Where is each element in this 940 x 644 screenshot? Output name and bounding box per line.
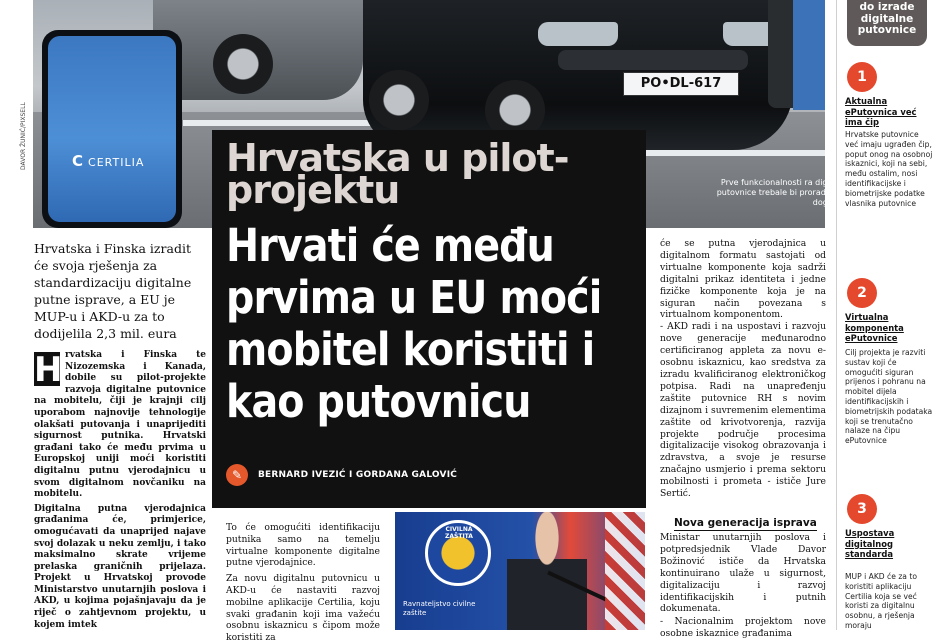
speaker-person — [507, 512, 587, 630]
dropcap: H — [34, 350, 63, 390]
lead-paragraph: rvatska i Finska te Nizozemska i Kanada, dobile su pilot-projekte razvoja digitalne putovnice na mobitelu, čiji je krajnji cilj uporabom najnovije tehnologije olakšati putovanja i unaprijediti sigurnost putnika. Hrvatski građani tako će među prvima u Europskoj uniji moći koristiti digitalnu putnu vjerodajnicu u svom digitalnom novčaniku na mobitelu. — [34, 350, 206, 500]
photo-caption: Prve funkcionalnosti ra digitalne putovnice trebale bi proraditi već dogodine — [716, 178, 850, 207]
step-text: Cilj projekta je razviti sustav koji će omogućiti siguran prijenos i pohranu na mobitel dijela identifikacijskih i biometrijskih podataka koji se trenutačno nalaze na čipu ePutovnice — [845, 348, 933, 446]
license-plate: PO•DL-617 — [623, 72, 739, 96]
sidebar — [836, 0, 940, 630]
phone-image — [42, 30, 182, 228]
subheading: Nova generacija isprava — [674, 517, 817, 529]
step-number: 2 — [847, 278, 877, 308]
headline-box — [212, 130, 646, 508]
body-paragraph: To će omogućiti identifikaciju putnika samo na temelju virtualne komponente digitalne putne vjerodajnice. — [226, 522, 380, 569]
step-title: Aktualna ePutovnica već ima čip — [845, 96, 917, 127]
phone-screen — [48, 36, 176, 222]
step-number: 1 — [847, 62, 877, 92]
photo-credit: DAVOR ŽUNIĆ/PIXSELL — [20, 102, 27, 170]
car-grille — [558, 50, 748, 70]
road-marking — [643, 150, 825, 156]
body-paragraph: će se putna vjerodajnica u digitalnom formatu sastojati od virtualne komponente koja sadrži digitalni prikaz identiteta i jedne fizičke komponente koja je na siguran način povezana s virtualnom komponentom. — [660, 238, 826, 321]
byline-row — [226, 464, 457, 486]
car-headlight — [538, 22, 618, 46]
sidebar-header: do izrade digitalne putovnice — [847, 0, 927, 46]
headline: Hrvati će među prvima u EU moći mobitel koristiti i kao putovnicu — [226, 219, 602, 428]
lead-paragraph: Digitalna putna vjerodajnica građanima će, primjerice, omogućavati da unaprijed najave svoj dolazak u neku zemlju, i tako maksimalno skrate vrijeme prelaska graničnih prijelaza. Projekt u Hrvatskoj provode Ministarstvo unutarnjih poslova i AKD, u kojima pojašnjavaju da je riječ o zahtjevnom projektu, u kojem imtek — [34, 503, 206, 630]
car-wheel — [369, 70, 429, 130]
car-wheel — [213, 34, 273, 94]
inset-photo — [395, 512, 645, 630]
step-number: 3 — [847, 494, 877, 524]
step-title: Uspostava digitalnog standarda — [845, 528, 895, 559]
kicker: Hrvatska u pilot-projektu — [226, 136, 569, 212]
body-column-b — [660, 238, 826, 500]
body-column-a — [226, 522, 380, 644]
step-text: MUP i AKD će za to koristiti aplikaciju Certilia koja se već koristi za digitalnu osobnu, a rješenja moraju — [845, 572, 917, 630]
body-column-c — [660, 532, 826, 640]
croatian-flag — [605, 512, 645, 630]
certilia-logo-text: CERTILIA — [88, 156, 145, 169]
backdrop-text: Ravnateljstvo civilne zaštite — [403, 600, 476, 617]
certilia-logo-mark: C — [72, 152, 85, 170]
body-paragraph: - AKD radi i na uspostavi i razvoju nove generacije međunarodno certificiranog appleta za novu e-osobnu iskaznicu, kao sredstva za izradu kvalificiranog elektroničkog potpisa. Radi na unapređenju zaštite putovnice RH s novim dizajnom i suvremenim elementima zaštite od krivotvorenja, razvija projekte područje procesima digitalizacije visokog obrazovanja i zdravstva, a svoje je resurse značajno usmjerio i prema sektoru mobilnosti i prometa - ističe Jure Sertić. — [660, 321, 826, 500]
body-paragraph: Za novu digitalnu putovnicu u AKD-u će nastaviti razvoj mobilne aplikacije Certilia, koju svaki građanin koji ima važeću osobnu iskaznicu s čipom može koristiti za — [226, 573, 380, 644]
emblem-text: CIVILNA ZAŠTITA — [445, 526, 473, 540]
blue-banner — [793, 0, 825, 110]
byline: BERNARD IVEZIĆ I GORDANA GALOVIĆ — [258, 470, 458, 480]
lead-text — [34, 350, 206, 631]
step-text: Hrvatske putovnice već imaju ugrađen čip, poput onog na osobnoj iskaznici, koji na sebi, među ostalim, nosi identifikacijske i biometrijske podatke vlasnika putovnice — [845, 130, 933, 208]
pen-icon: ✎ — [226, 464, 248, 486]
body-paragraph: - Nacionalnim projektom nove osobne iskaznice građanima — [660, 616, 826, 640]
body-paragraph: Ministar unutarnjih poslova i potpredsjednik Vlade Davor Božinović ističe da Hrvatska kontinuirano ulaže u sigurnost, digitalizaciju i razvoj identifikacijskih i putnih dokumenata. — [660, 532, 826, 615]
standfirst: Hrvatska i Finska izradit će svoja rješenja za standardizaciju digitalne putne isprave, a EU je MUP-u i AKD-u za to dodijelila 2,3 mil. eura — [34, 241, 192, 341]
step-title: Virtualna komponenta ePutovnice — [845, 312, 904, 343]
certilia-logo — [72, 152, 144, 170]
